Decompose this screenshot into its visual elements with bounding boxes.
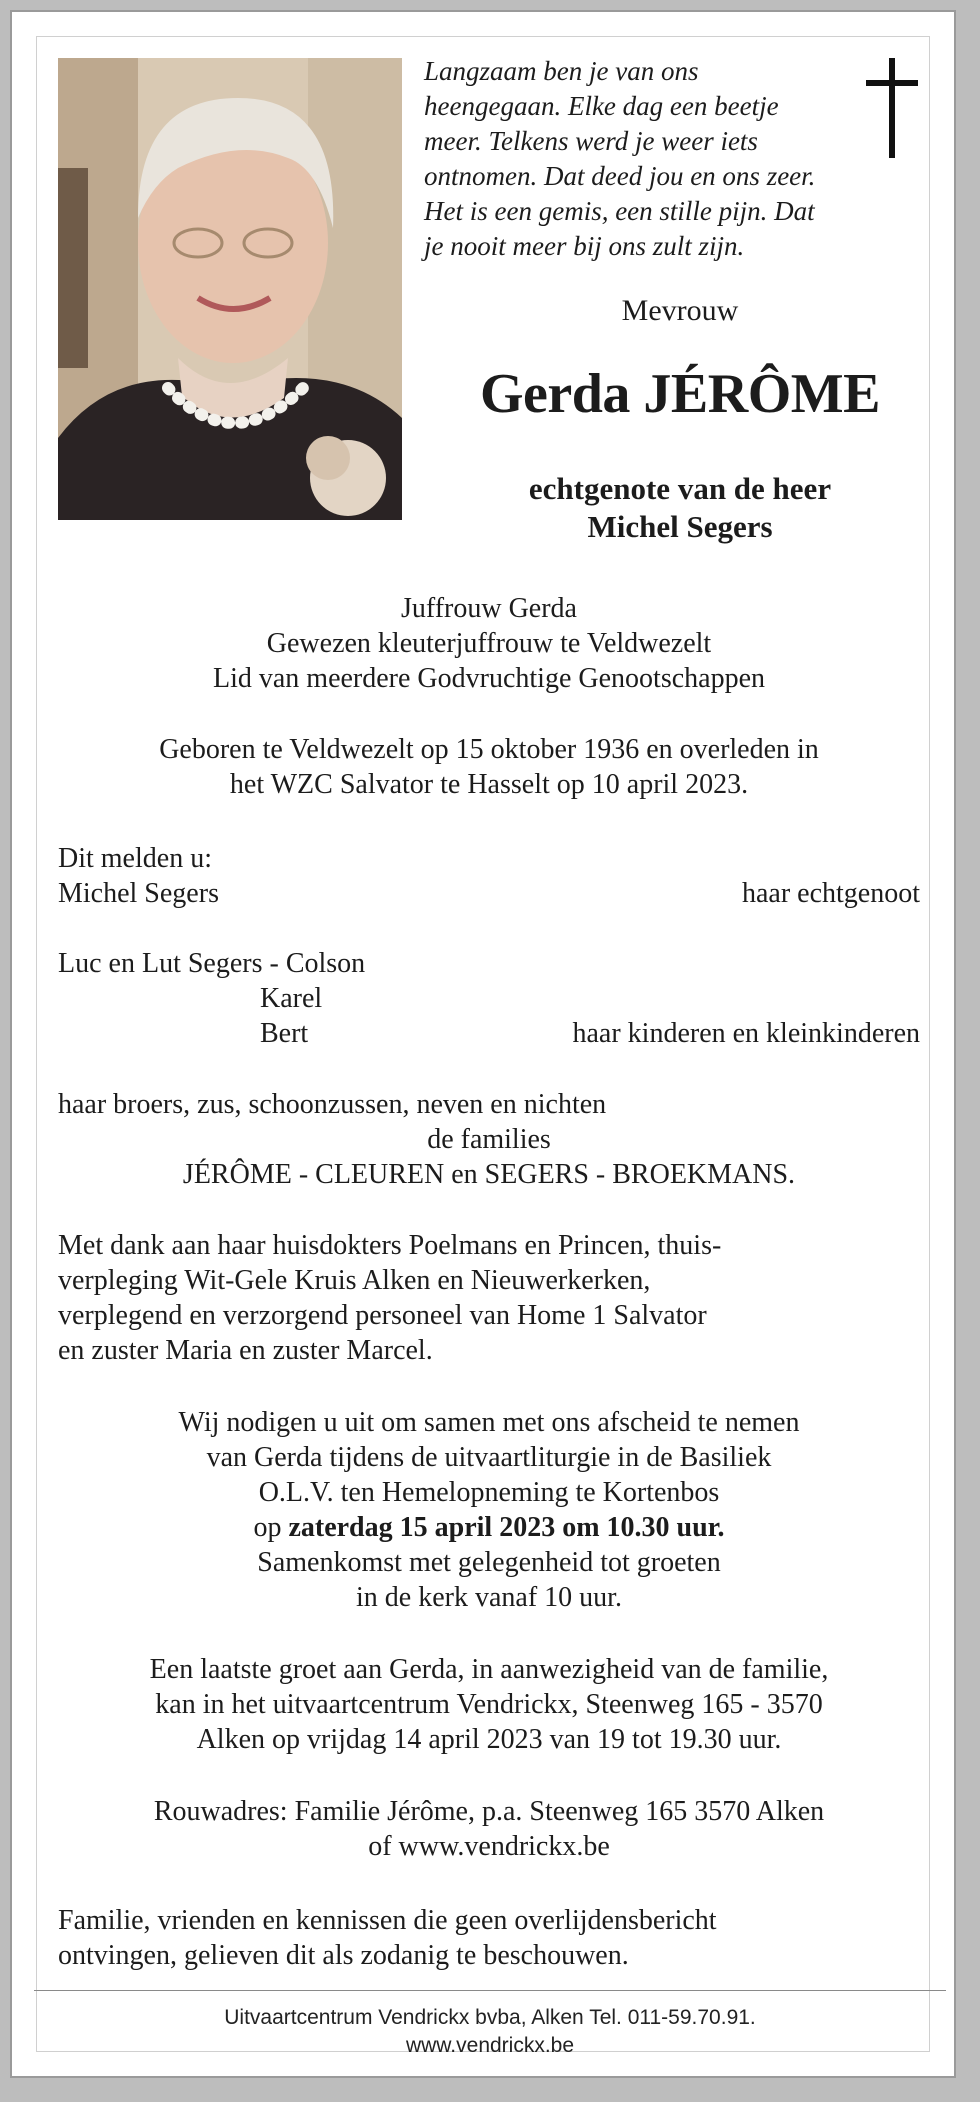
invite-date-line xyxy=(58,1510,920,1545)
spouse-line: Michel Segers xyxy=(587,509,773,544)
birth-line: het WZC Salvator te Hasselt op 10 april 2023. xyxy=(229,769,749,800)
poem-line: Langzaam ben je van ons xyxy=(424,56,699,86)
thanks-line: en zuster Maria en zuster Marcel. xyxy=(58,1335,433,1366)
thanks-line: verpleging Wit-Gele Kruis Alken en Nieuwerkerken, xyxy=(58,1265,651,1296)
poem-line: je nooit meer bij ons zult zijn. xyxy=(424,231,745,261)
greeting-line: kan in het uitvaartcentrum Vendrickx, Steenweg 165 - 3570 xyxy=(155,1689,823,1720)
children-row xyxy=(58,1016,920,1051)
funeral-date: zaterdag 15 april 2023 om 10.30 uur. xyxy=(288,1512,725,1543)
invite-line: O.L.V. ten Hemelopneming te Kortenbos xyxy=(258,1477,720,1508)
thanks-line: Met dank aan haar huisdokters Poelmans en Princen, thuis- xyxy=(58,1230,722,1261)
address-line: Rouwadres: Familie Jérôme, p.a. Steenweg 165 3570 Alken xyxy=(153,1796,825,1827)
closing-line: Familie, vrienden en kennissen die geen overlijdensbericht xyxy=(58,1905,717,1936)
poem-line: heengegaan. Elke dag een beetje xyxy=(424,91,779,121)
invite-line: Samenkomst met gelegenheid tot groeten xyxy=(257,1547,721,1578)
thanks-section xyxy=(58,1228,920,1368)
honorific: Mevrouw xyxy=(621,294,739,327)
invitation-section xyxy=(58,1405,920,1615)
footer xyxy=(34,2004,946,2060)
invite-line: Wij nodigen u uit om samen met ons afscheid te nemen xyxy=(178,1407,800,1438)
deceased-name: Gerda JÉRÔME xyxy=(480,363,880,425)
spouse-info xyxy=(420,470,940,546)
footer-divider xyxy=(34,1990,946,1991)
invite-line: in de kerk vanaf 10 uur. xyxy=(356,1582,622,1613)
husband-role: haar echtgenoot xyxy=(741,878,920,909)
greeting-line: Alken op vrijdag 14 april 2023 van 19 tot 19.30 uur. xyxy=(196,1724,782,1755)
grandchild: Bert xyxy=(260,1018,309,1049)
address-line: of www.vendrickx.be xyxy=(368,1831,610,1862)
family-names: JÉRÔME - CLEUREN en SEGERS - BROEKMANS. xyxy=(182,1159,796,1190)
husband-row xyxy=(58,876,920,911)
closing-section xyxy=(58,1903,920,1973)
footer-company: Uitvaartcentrum Vendrickx bvba, Alken Tel. 011-59.70.91. xyxy=(224,2006,756,2029)
roles-section xyxy=(58,591,920,696)
invite-prefix: op xyxy=(253,1512,289,1543)
birth-death-section xyxy=(58,732,920,802)
cross-icon xyxy=(862,58,922,158)
role-line: Lid van meerdere Godvruchtige Genootschappen xyxy=(212,663,765,694)
announcement-section xyxy=(58,841,920,1051)
poem-line: ontnomen. Dat deed jou en ons zeer. xyxy=(424,161,816,191)
portrait-photo xyxy=(58,58,402,520)
family-line: haar broers, zus, schoonzussen, neven en nichten xyxy=(58,1089,607,1120)
family-line: de families xyxy=(427,1124,551,1155)
children-name: Luc en Lut Segers - Colson xyxy=(58,948,366,979)
closing-line: ontvingen, gelieven dit als zodanig te beschouwen. xyxy=(58,1940,629,1971)
spouse-line: echtgenote van de heer xyxy=(528,471,832,506)
poem-line: Het is een gemis, een stille pijn. Dat xyxy=(424,196,815,226)
greeting-line: Een laatste groet aan Gerda, in aanwezigheid van de familie, xyxy=(149,1654,829,1685)
poem xyxy=(424,54,864,264)
footer-website: www.vendrickx.be xyxy=(405,2034,575,2057)
announce-intro: Dit melden u: xyxy=(58,843,212,874)
invite-line: van Gerda tijdens de uitvaartliturgie in de Basiliek xyxy=(206,1442,772,1473)
role-line: Juffrouw Gerda xyxy=(401,593,577,624)
birth-line: Geboren te Veldwezelt op 15 oktober 1936 en overleden in xyxy=(159,734,819,765)
grandchild: Karel xyxy=(260,983,323,1014)
role-line: Gewezen kleuterjuffrouw te Veldwezelt xyxy=(266,628,712,659)
family-section xyxy=(58,1087,920,1192)
thanks-line: verplegend en verzorgend personeel van Home 1 Salvator xyxy=(58,1300,707,1331)
husband-name: Michel Segers xyxy=(58,878,219,909)
poem-line: meer. Telkens werd je weer iets xyxy=(424,126,758,156)
address-section xyxy=(58,1794,920,1864)
greeting-section xyxy=(58,1652,920,1757)
children-role: haar kinderen en kleinkinderen xyxy=(572,1018,920,1049)
